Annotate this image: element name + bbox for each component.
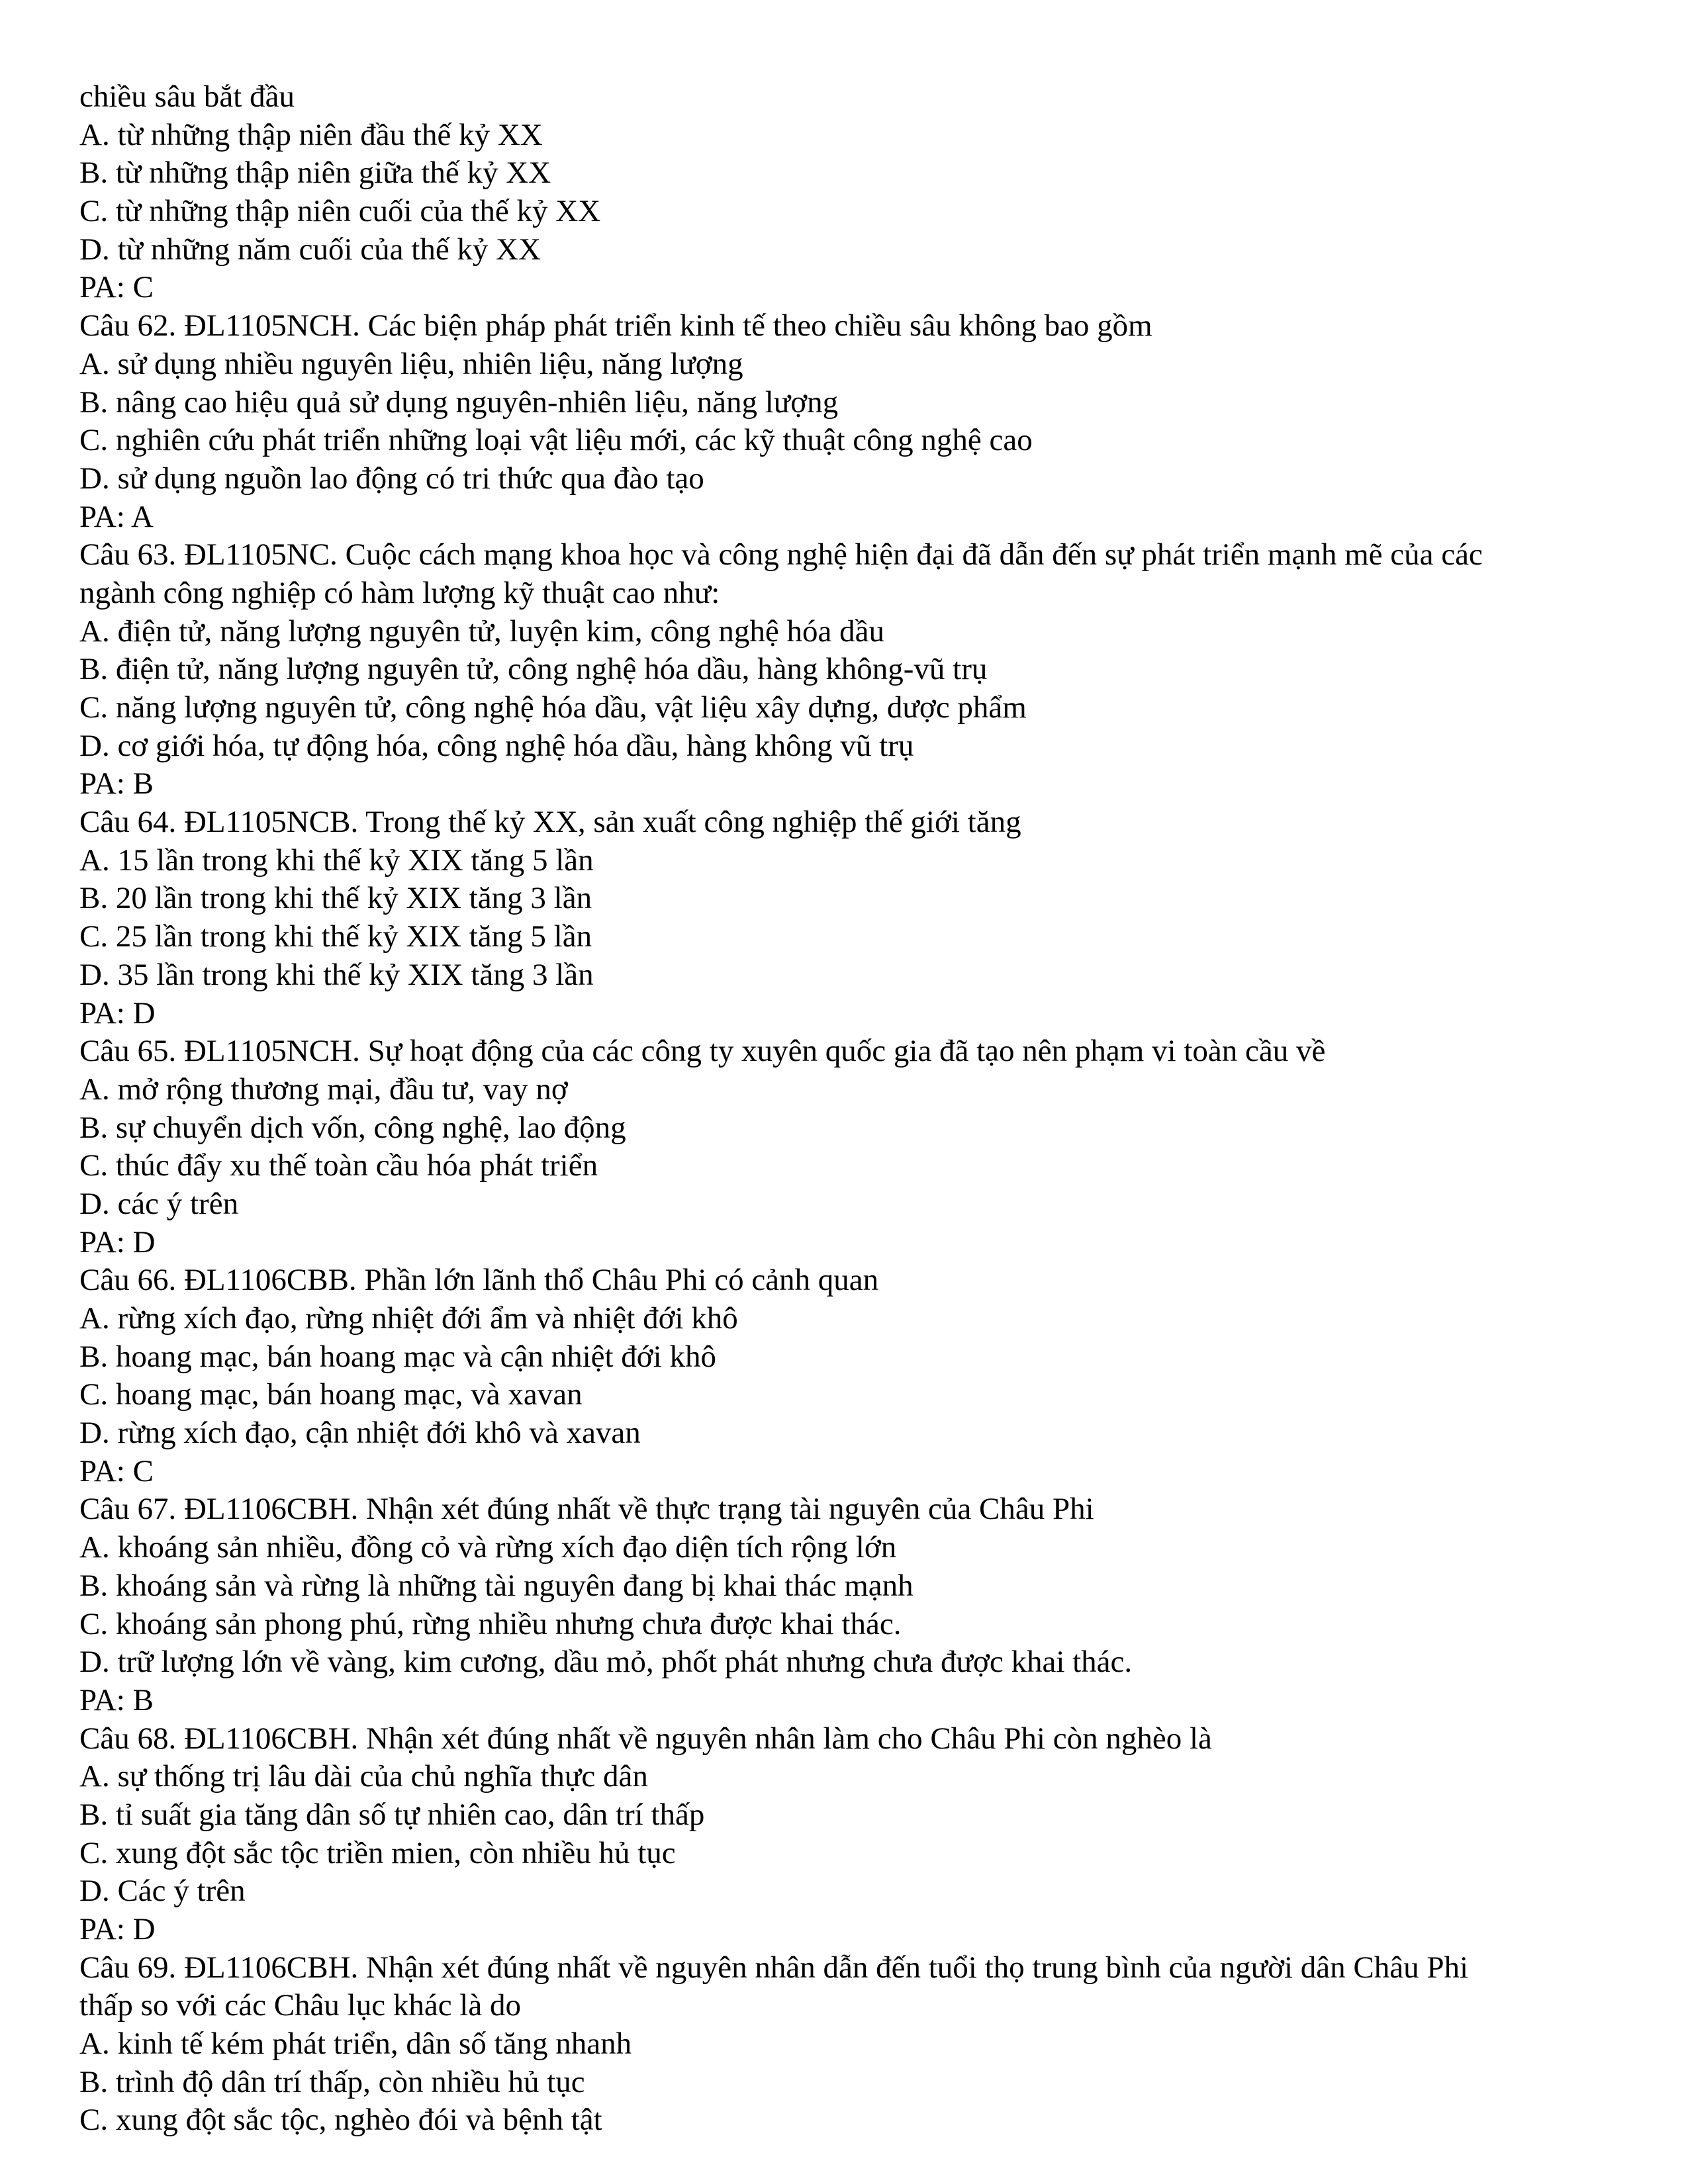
text-line: C. nghiên cứu phát triển những loại vật liệu mới, các kỹ thuật công nghệ cao: [79, 423, 1033, 458]
text-line: D. từ những năm cuối của thế kỷ XX: [79, 232, 541, 267]
text-line: Câu 66. ĐL1106CBB. Phần lớn lãnh thổ Châu Phi có cảnh quan: [79, 1263, 879, 1298]
text-line: Câu 65. ĐL1105NCH. Sự hoạt động của các công ty xuyên quốc gia đã tạo nên phạm vi toàn cầu về: [79, 1034, 1326, 1069]
text-line: B. nâng cao hiệu quả sử dụng nguyên-nhiên liệu, năng lượng: [79, 385, 839, 420]
text-line: A. khoáng sản nhiều, đồng cỏ và rừng xích đạo diện tích rộng lớn: [79, 1530, 897, 1565]
text-line: A. 15 lần trong khi thế kỷ XIX tăng 5 lần: [79, 842, 594, 878]
text-line: C. thúc đẩy xu thế toàn cầu hóa phát triển: [79, 1148, 598, 1183]
text-line: A. rừng xích đạo, rừng nhiệt đới ẩm và nhiệt đới khô: [79, 1301, 738, 1336]
text-line: D. cơ giới hóa, tự động hóa, công nghệ hóa dầu, hàng không vũ trụ: [79, 728, 914, 763]
text-line: Câu 64. ĐL1105NCB. Trong thế kỷ XX, sản xuất công nghiệp thế giới tăng: [79, 805, 1021, 840]
text-line: B. tỉ suất gia tăng dân số tự nhiên cao, dân trí thấp: [79, 1797, 705, 1832]
document-text: [79, 78, 1622, 2140]
text-line: B. hoang mạc, bán hoang mạc và cận nhiệt đới khô: [79, 1339, 716, 1374]
text-line: Câu 63. ĐL1105NC. Cuộc cách mạng khoa học và công nghệ hiện đại đã dẫn đến sự phát triển mạnh mẽ của các: [79, 537, 1483, 572]
text-line: B. từ những thập niên giữa thế kỷ XX: [79, 156, 551, 191]
text-line: A. mở rộng thương mại, đầu tư, vay nợ: [79, 1071, 568, 1107]
text-line: PA: A: [79, 499, 154, 534]
text-line: A. điện tử, năng lượng nguyên tử, luyện kim, công nghệ hóa dầu: [79, 614, 885, 649]
text-line: PA: C: [79, 1453, 154, 1488]
text-line: D. các ý trên: [79, 1186, 239, 1221]
text-line: PA: D: [79, 1224, 156, 1259]
text-line: thấp so với các Châu lục khác là do: [79, 1988, 521, 2023]
text-line: PA: D: [79, 995, 156, 1030]
text-line: C. xung đột sắc tộc triền mien, còn nhiều hủ tục: [79, 1835, 676, 1870]
text-line: PA: C: [79, 270, 154, 305]
text-line: C. hoang mạc, bán hoang mạc, và xavan: [79, 1377, 583, 1412]
text-line: C. 25 lần trong khi thế kỷ XIX tăng 5 lần: [79, 919, 592, 954]
text-line: C. năng lượng nguyên tử, công nghệ hóa dầu, vật liệu xây dựng, dược phẩm: [79, 690, 1027, 725]
text-line: A. kinh tế kém phát triển, dân số tăng nhanh: [79, 2026, 632, 2062]
text-line: Câu 68. ĐL1106CBH. Nhận xét đúng nhất về nguyên nhân làm cho Châu Phi còn nghèo là: [79, 1721, 1212, 1756]
text-line: D. 35 lần trong khi thế kỷ XIX tăng 3 lần: [79, 957, 594, 992]
text-line: D. Các ý trên: [79, 1874, 246, 1909]
text-line: C. từ những thập niên cuối của thế kỷ XX: [79, 194, 601, 229]
text-line: A. sự thống trị lâu dài của chủ nghĩa thực dân: [79, 1759, 648, 1794]
text-line: D. sử dụng nguồn lao động có tri thức qua đào tạo: [79, 461, 704, 496]
text-line: B. sự chuyển dịch vốn, công nghệ, lao động: [79, 1110, 626, 1145]
text-line: Câu 69. ĐL1106CBH. Nhận xét đúng nhất về nguyên nhân dẫn đến tuổi thọ trung bình của người dân Châu Phi: [79, 1950, 1469, 1985]
text-line: A. sử dụng nhiều nguyên liệu, nhiên liệu, năng lượng: [79, 346, 743, 381]
text-line: D. trữ lượng lớn về vàng, kim cương, dầu mỏ, phốt phát nhưng chưa được khai thác.: [79, 1645, 1133, 1680]
text-line: chiều sâu bắt đầu: [79, 79, 295, 114]
text-line: ngành công nghiệp có hàm lượng kỹ thuật cao như:: [79, 575, 720, 610]
text-line: B. 20 lần trong khi thế kỷ XIX tăng 3 lần: [79, 881, 592, 916]
text-line: C. xung đột sắc tộc, nghèo đói và bệnh tật: [79, 2103, 602, 2138]
text-line: A. từ những thập niên đầu thế kỷ XX: [79, 117, 543, 152]
text-line: PA: B: [79, 766, 154, 801]
text-line: B. trình độ dân trí thấp, còn nhiều hủ tục: [79, 2064, 585, 2099]
text-line: D. rừng xích đạo, cận nhiệt đới khô và xavan: [79, 1416, 641, 1451]
text-line: C. khoáng sản phong phú, rừng nhiều nhưng chưa được khai thác.: [79, 1606, 902, 1641]
text-line: B. điện tử, năng lượng nguyên tử, công nghệ hóa dầu, hàng không-vũ trụ: [79, 652, 988, 687]
text-line: PA: D: [79, 1912, 156, 1946]
text-line: B. khoáng sản và rừng là những tài nguyên đang bị khai thác mạnh: [79, 1568, 914, 1603]
text-line: PA: B: [79, 1682, 154, 1717]
text-line: Câu 67. ĐL1106CBH. Nhận xét đúng nhất về thực trạng tài nguyên của Châu Phi: [79, 1492, 1094, 1527]
text-line: Câu 62. ĐL1105NCH. Các biện pháp phát triển kinh tế theo chiều sâu không bao gồm: [79, 308, 1152, 343]
